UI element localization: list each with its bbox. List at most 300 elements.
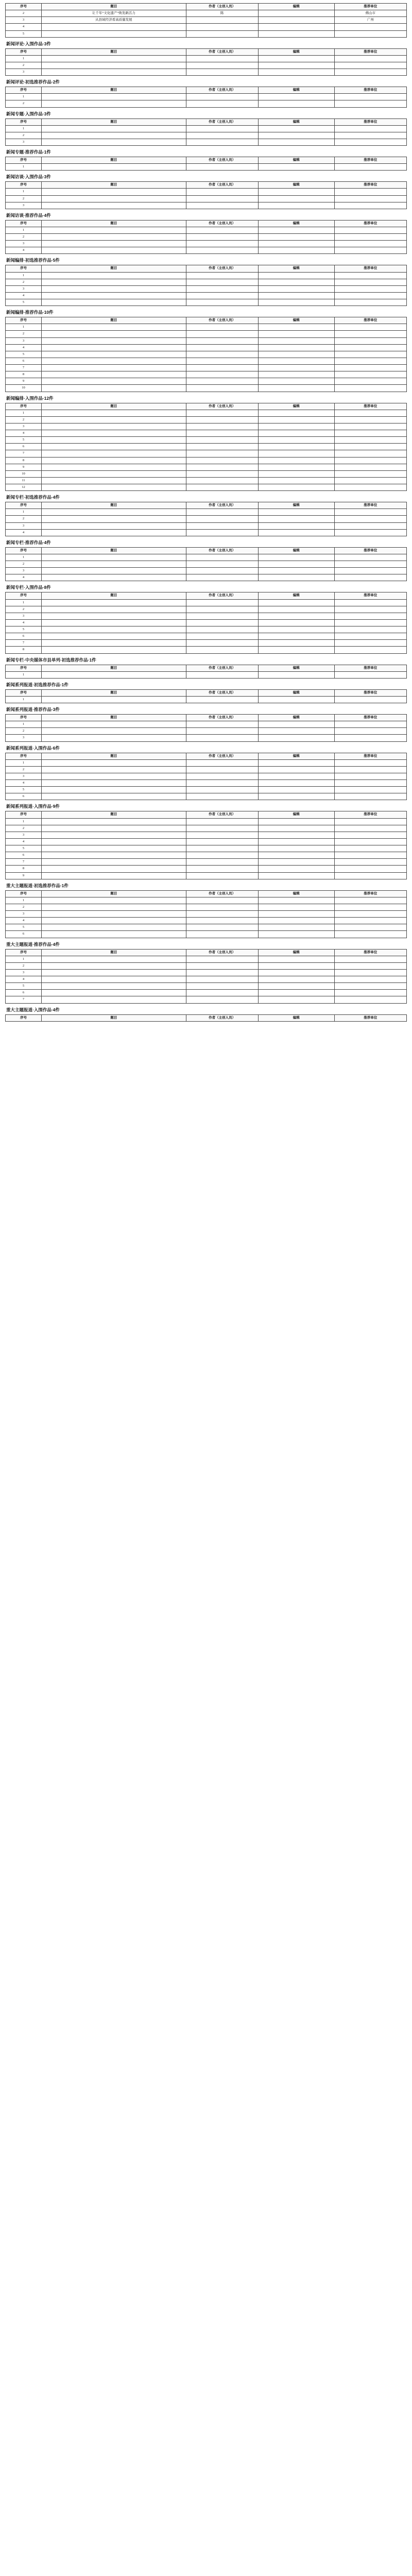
cell-author	[186, 599, 258, 606]
cell-author	[186, 457, 258, 464]
cell-no: 3	[6, 832, 42, 838]
cell-title	[42, 522, 186, 529]
cell-author	[186, 100, 258, 107]
cell-author	[186, 728, 258, 735]
cell-editor	[258, 606, 334, 613]
cell-no: 9	[6, 464, 42, 470]
table-row	[6, 983, 407, 990]
cell-no: 10	[6, 385, 42, 392]
cell-no: 7	[6, 859, 42, 866]
cell-editor	[258, 818, 334, 825]
cell-unit	[334, 872, 406, 879]
table-row	[6, 773, 407, 779]
cell-no: 4	[6, 430, 42, 437]
cell-author	[186, 484, 258, 491]
cell-editor	[258, 351, 334, 358]
header-no: 序号	[6, 118, 42, 125]
cell-title	[42, 132, 186, 139]
cell-unit	[334, 793, 406, 800]
header-no: 序号	[6, 811, 42, 818]
cell-no: 9	[6, 378, 42, 385]
cell-editor	[258, 780, 334, 787]
section-title: 新闻编排·初选推荐作品·5件	[6, 258, 60, 263]
header-title: 题目	[42, 157, 186, 164]
cell-no: 2	[6, 825, 42, 832]
cell-title	[42, 990, 186, 996]
cell-unit	[334, 599, 406, 606]
cell-no: 4	[6, 292, 42, 299]
cell-no: 6	[6, 793, 42, 800]
cell-author	[186, 606, 258, 613]
table-header-row	[6, 890, 407, 897]
cell-no: 7	[6, 365, 42, 371]
cell-unit	[334, 24, 406, 30]
cell-author	[186, 773, 258, 779]
table-row	[6, 55, 407, 62]
cell-editor	[258, 55, 334, 62]
cell-no: 2	[6, 416, 42, 423]
cell-unit	[334, 866, 406, 872]
table-row	[6, 897, 407, 904]
table-header-row	[6, 502, 407, 509]
cell-unit	[334, 918, 406, 924]
cell-author	[186, 568, 258, 574]
cell-unit	[334, 619, 406, 626]
cell-author	[186, 385, 258, 392]
table-row	[6, 859, 407, 866]
cell-editor	[258, 838, 334, 845]
award-table	[5, 592, 407, 653]
table-header-row	[6, 665, 407, 671]
cell-author	[186, 470, 258, 477]
table-row	[6, 365, 407, 371]
doc-section	[5, 883, 407, 938]
table-row	[6, 696, 407, 703]
cell-unit	[334, 924, 406, 931]
header-author: 作者（主创人员）	[186, 665, 258, 671]
cell-author	[186, 378, 258, 385]
cell-editor	[258, 125, 334, 132]
table-row	[6, 924, 407, 931]
cell-no: 3	[6, 522, 42, 529]
cell-author	[186, 924, 258, 931]
cell-author	[186, 904, 258, 910]
cell-author	[186, 626, 258, 633]
table-row	[6, 529, 407, 536]
cell-title	[42, 139, 186, 145]
cell-title	[42, 30, 186, 37]
header-editor: 编辑	[258, 753, 334, 759]
cell-no: 5	[6, 845, 42, 852]
cell-editor	[258, 554, 334, 561]
header-editor: 编辑	[258, 592, 334, 599]
cell-no: 1	[6, 55, 42, 62]
cell-editor	[258, 247, 334, 254]
table-row	[6, 457, 407, 464]
cell-editor	[258, 787, 334, 793]
header-editor: 编辑	[258, 689, 334, 696]
section-title: 新闻专栏·推荐作品·4件	[6, 539, 51, 545]
cell-author	[186, 227, 258, 233]
cell-title	[42, 365, 186, 371]
cell-no: 1	[6, 759, 42, 766]
cell-title	[42, 554, 186, 561]
cell-author	[186, 996, 258, 1003]
cell-unit	[334, 671, 406, 678]
cell-author	[186, 62, 258, 69]
award-table	[5, 502, 407, 536]
cell-title	[42, 852, 186, 859]
header-no: 序号	[6, 87, 42, 94]
cell-unit	[334, 227, 406, 233]
cell-author	[186, 696, 258, 703]
cell-editor	[258, 956, 334, 962]
cell-no: 5	[6, 351, 42, 358]
header-unit: 推荐单位	[334, 118, 406, 125]
table-row	[6, 94, 407, 100]
cell-unit	[334, 69, 406, 76]
cell-no: 1	[6, 272, 42, 279]
cell-title	[42, 279, 186, 285]
table-row	[6, 793, 407, 800]
section-title: 新闻专栏·初选推荐作品·4件	[6, 495, 60, 500]
cell-author	[186, 845, 258, 852]
cell-unit	[334, 990, 406, 996]
table-row	[6, 324, 407, 331]
cell-no: 3	[6, 337, 42, 344]
award-table	[5, 689, 407, 703]
cell-author	[186, 371, 258, 378]
cell-no: 1	[6, 721, 42, 728]
cell-author	[186, 574, 258, 581]
cell-title	[42, 911, 186, 918]
cell-title	[42, 647, 186, 653]
cell-title	[42, 164, 186, 171]
cell-title	[42, 464, 186, 470]
cell-editor	[258, 962, 334, 969]
cell-no: 1	[6, 189, 42, 195]
cell-no: 11	[6, 477, 42, 484]
cell-unit	[334, 464, 406, 470]
cell-title	[42, 477, 186, 484]
table-header-row	[6, 182, 407, 189]
cell-no: 5	[6, 626, 42, 633]
doc-section	[5, 174, 407, 209]
cell-no: 3	[6, 202, 42, 209]
table-row	[6, 358, 407, 364]
header-title: 题目	[42, 949, 186, 956]
cell-title	[42, 568, 186, 574]
header-editor: 编辑	[258, 547, 334, 554]
cell-title	[42, 793, 186, 800]
cell-author	[186, 279, 258, 285]
header-title: 题目	[42, 403, 186, 410]
header-unit: 推荐单位	[334, 1014, 406, 1021]
header-author: 作者（主创人员）	[186, 157, 258, 164]
table-row	[6, 477, 407, 484]
section-title: 新闻专栏·中央媒体市县单列·初选推荐作品·1件	[6, 657, 96, 663]
table-row	[6, 990, 407, 996]
header-title: 题目	[42, 665, 186, 671]
cell-author	[186, 647, 258, 653]
cell-editor	[258, 324, 334, 331]
cell-editor	[258, 721, 334, 728]
table-row	[6, 554, 407, 561]
cell-author	[186, 911, 258, 918]
cell-no: 1	[6, 94, 42, 100]
cell-unit	[334, 721, 406, 728]
cell-title	[42, 969, 186, 976]
cell-unit	[334, 647, 406, 653]
cell-unit	[334, 516, 406, 522]
cell-title	[42, 574, 186, 581]
cell-no: 3	[6, 241, 42, 247]
cell-unit	[334, 247, 406, 254]
cell-editor	[258, 924, 334, 931]
cell-editor	[258, 164, 334, 171]
cell-editor	[258, 852, 334, 859]
cell-title	[42, 410, 186, 416]
cell-unit	[334, 164, 406, 171]
table-row	[6, 139, 407, 145]
cell-unit	[334, 626, 406, 633]
section-title: 新闻系列报道·推荐作品·3件	[6, 707, 60, 712]
cell-author	[186, 561, 258, 568]
cell-author	[186, 931, 258, 938]
table-row	[6, 574, 407, 581]
cell-author	[186, 859, 258, 866]
header-author: 作者（主创人员）	[186, 592, 258, 599]
table-row	[6, 780, 407, 787]
cell-title: 让千年“文化遗产”焕发新活力	[42, 10, 186, 17]
cell-unit	[334, 613, 406, 619]
table-row	[6, 787, 407, 793]
cell-unit	[334, 410, 406, 416]
header-unit: 推荐单位	[334, 403, 406, 410]
table-row	[6, 337, 407, 344]
doc-section	[5, 309, 407, 392]
doc-section	[5, 539, 407, 582]
cell-unit	[334, 285, 406, 292]
table-header-row	[6, 715, 407, 721]
table-row	[6, 189, 407, 195]
cell-title: 从县域经济看高质量发展	[42, 17, 186, 24]
cell-editor	[258, 385, 334, 392]
table-row	[6, 470, 407, 477]
cell-no: 3	[6, 69, 42, 76]
cell-editor	[258, 671, 334, 678]
cell-title	[42, 292, 186, 299]
cell-title	[42, 430, 186, 437]
cell-unit	[334, 529, 406, 536]
table-header-row	[6, 265, 407, 272]
cell-no: 2	[6, 234, 42, 241]
header-no: 序号	[6, 403, 42, 410]
cell-editor	[258, 299, 334, 306]
cell-author	[186, 416, 258, 423]
cell-title	[42, 358, 186, 364]
cell-author	[186, 337, 258, 344]
award-table	[5, 317, 407, 392]
cell-title	[42, 272, 186, 279]
header-unit: 推荐单位	[334, 182, 406, 189]
table-header-row	[6, 87, 407, 94]
cell-author	[186, 516, 258, 522]
cell-title	[42, 227, 186, 233]
header-no: 序号	[6, 220, 42, 227]
table-row	[6, 464, 407, 470]
cell-author	[186, 529, 258, 536]
cell-unit	[334, 606, 406, 613]
award-table	[5, 665, 407, 679]
cell-no: 2	[6, 279, 42, 285]
cell-author	[186, 94, 258, 100]
cell-no: 5	[6, 983, 42, 990]
table-row	[6, 299, 407, 306]
cell-author	[186, 990, 258, 996]
header-no: 序号	[6, 48, 42, 55]
cell-title	[42, 371, 186, 378]
table-row	[6, 845, 407, 852]
cell-title	[42, 509, 186, 516]
cell-unit	[334, 139, 406, 145]
cell-editor	[258, 69, 334, 76]
cell-editor	[258, 509, 334, 516]
cell-editor	[258, 996, 334, 1003]
table-row	[6, 423, 407, 430]
cell-title	[42, 344, 186, 351]
cell-author	[186, 477, 258, 484]
cell-title	[42, 976, 186, 983]
cell-unit	[334, 272, 406, 279]
cell-author	[186, 969, 258, 976]
cell-no: 2	[6, 516, 42, 522]
cell-no: 3	[6, 613, 42, 619]
table-row	[6, 444, 407, 450]
cell-no: 3	[6, 17, 42, 24]
cell-editor	[258, 825, 334, 832]
cell-unit	[334, 62, 406, 69]
cell-author	[186, 344, 258, 351]
table-row	[6, 832, 407, 838]
table-row	[6, 17, 407, 24]
cell-title	[42, 735, 186, 741]
cell-title	[42, 450, 186, 457]
table-header-row	[6, 157, 407, 164]
table-row	[6, 606, 407, 613]
table-row	[6, 640, 407, 647]
doc-section	[5, 706, 407, 742]
cell-no: 8	[6, 866, 42, 872]
table-row	[6, 195, 407, 202]
table-row	[6, 285, 407, 292]
header-title: 题目	[42, 689, 186, 696]
header-unit: 推荐单位	[334, 87, 406, 94]
cell-title	[42, 189, 186, 195]
cell-title	[42, 866, 186, 872]
cell-no: 6	[6, 633, 42, 640]
cell-title	[42, 931, 186, 938]
cell-editor	[258, 234, 334, 241]
table-row	[6, 956, 407, 962]
cell-unit	[334, 780, 406, 787]
cell-editor	[258, 640, 334, 647]
cell-author	[186, 285, 258, 292]
cell-editor	[258, 285, 334, 292]
table-row	[6, 838, 407, 845]
doc-section	[5, 584, 407, 653]
header-no: 序号	[6, 753, 42, 759]
doc-section	[5, 111, 407, 146]
header-editor: 编辑	[258, 157, 334, 164]
cell-title	[42, 832, 186, 838]
cell-editor	[258, 759, 334, 766]
cell-editor	[258, 619, 334, 626]
cell-no: 2	[6, 62, 42, 69]
cell-editor	[258, 522, 334, 529]
cell-title	[42, 378, 186, 385]
cell-author	[186, 766, 258, 773]
header-author: 作者（主创人员）	[186, 317, 258, 324]
header-unit: 推荐单位	[334, 157, 406, 164]
header-author: 作者（主创人员）	[186, 547, 258, 554]
cell-no: 5	[6, 437, 42, 444]
header-editor: 编辑	[258, 715, 334, 721]
award-table	[5, 547, 407, 582]
table-row	[6, 872, 407, 879]
table-row	[6, 852, 407, 859]
cell-author	[186, 832, 258, 838]
cell-no: 4	[6, 918, 42, 924]
table-header-row	[6, 753, 407, 759]
award-table	[5, 753, 407, 801]
header-author: 作者（主创人员）	[186, 689, 258, 696]
cell-title	[42, 787, 186, 793]
cell-author	[186, 450, 258, 457]
table-row	[6, 728, 407, 735]
cell-unit	[334, 484, 406, 491]
cell-no: 1	[6, 897, 42, 904]
cell-title	[42, 619, 186, 626]
table-row	[6, 30, 407, 37]
cell-editor	[258, 568, 334, 574]
cell-no: 2	[6, 331, 42, 337]
cell-author	[186, 464, 258, 470]
cell-unit	[334, 787, 406, 793]
header-editor: 编辑	[258, 265, 334, 272]
cell-unit	[334, 416, 406, 423]
cell-title	[42, 195, 186, 202]
header-unit: 推荐单位	[334, 811, 406, 818]
header-author: 作者（主创人员）	[186, 48, 258, 55]
cell-editor	[258, 416, 334, 423]
cell-title	[42, 55, 186, 62]
cell-no: 4	[6, 529, 42, 536]
cell-editor	[258, 30, 334, 37]
section-title: 新闻编排·入围作品·12件	[6, 395, 54, 401]
cell-title	[42, 671, 186, 678]
table-row	[6, 626, 407, 633]
cell-title	[42, 385, 186, 392]
cell-author	[186, 189, 258, 195]
table-row	[6, 62, 407, 69]
cell-author	[186, 872, 258, 879]
cell-unit	[334, 962, 406, 969]
header-title: 题目	[42, 715, 186, 721]
cell-unit	[334, 470, 406, 477]
header-no: 序号	[6, 949, 42, 956]
cell-editor	[258, 599, 334, 606]
